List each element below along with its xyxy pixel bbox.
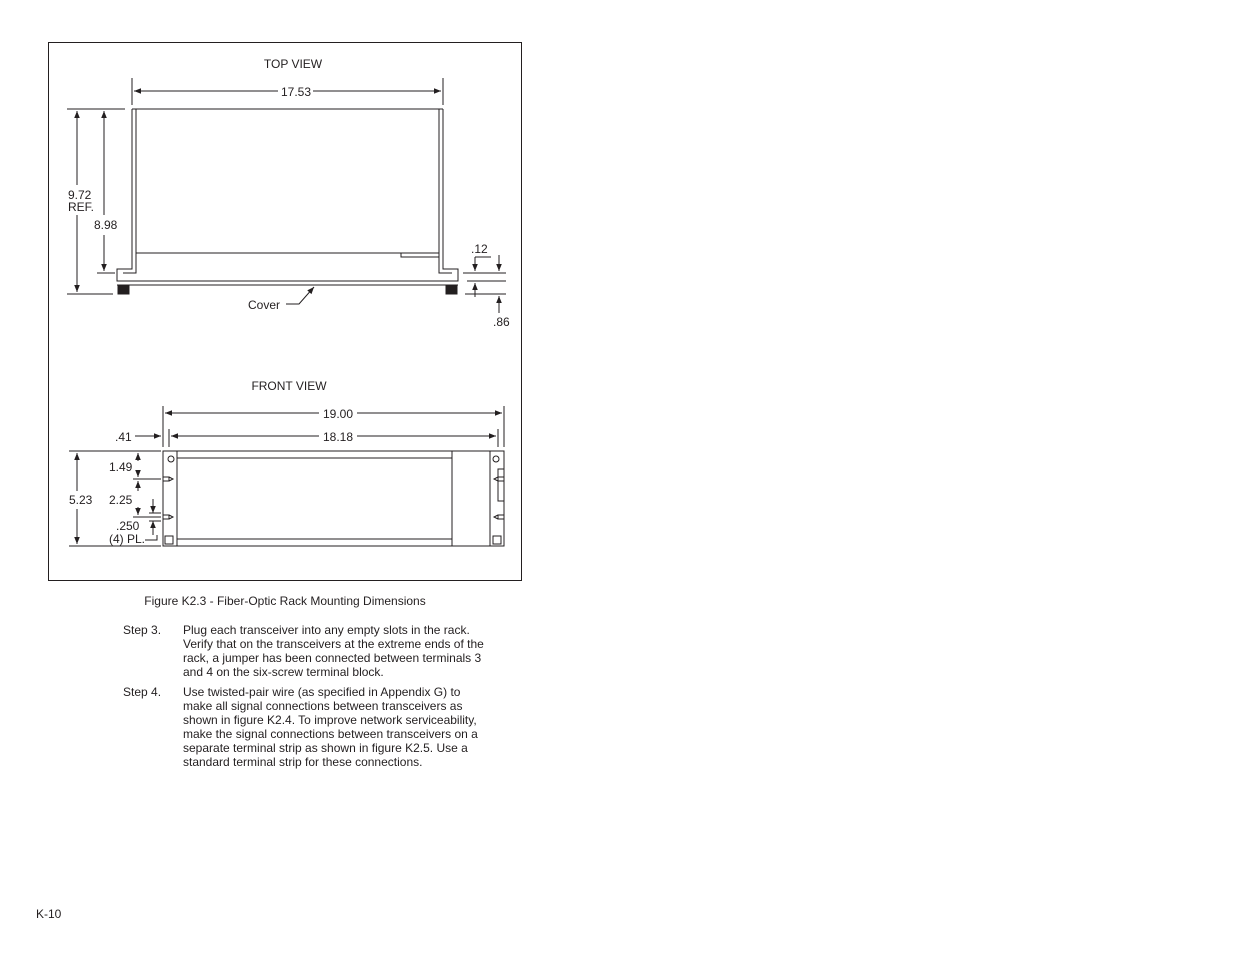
step-line: standard terminal strip for these connections.: [183, 755, 423, 769]
step-label: Step 4.: [123, 685, 162, 699]
flange-dim: .41: [115, 430, 132, 444]
top-view-label: TOP VIEW: [263, 57, 323, 71]
gap-dim: .12: [471, 242, 488, 256]
step-text: [183, 685, 503, 769]
hole-count-label: (4) PL.: [109, 532, 146, 546]
ref-height-dim: 9.72: [68, 188, 92, 202]
page-number: K-10: [36, 907, 62, 921]
step-line: separate terminal strip as shown in figure K2.5. Use a: [183, 741, 468, 755]
cover-label: Cover: [248, 298, 281, 312]
inner-width-dim: 18.18: [322, 430, 354, 444]
step-line: Verify that on the transceivers at the extreme ends of the: [183, 637, 484, 651]
front-height-dim: 5.23: [69, 493, 93, 507]
foot-dim: .86: [493, 315, 510, 329]
top-width-dim: 17.53: [280, 85, 312, 99]
hole-dia-dim: .250: [116, 519, 140, 533]
top-view-drawing: [67, 78, 506, 313]
step-line: make all signal connections between transceivers as: [183, 699, 463, 713]
step-line: make the signal connections between transceivers on a: [183, 727, 478, 741]
figure-caption: Figure K2.3 - Fiber-Optic Rack Mounting Dimensions: [144, 594, 426, 608]
step-line: rack, a jumper has been connected between terminals 3: [183, 651, 482, 665]
step-line: Use twisted-pair wire (as specified in Appendix G) to: [183, 685, 461, 699]
step-line: and 4 on the six-screw terminal block.: [183, 665, 384, 679]
front-view-label: FRONT VIEW: [251, 379, 327, 393]
step-text: [183, 623, 503, 679]
inner-height-dim: 8.98: [94, 218, 118, 232]
figure-frame: [48, 42, 522, 581]
front-width-dim: 19.00: [322, 407, 354, 421]
step-line: shown in figure K2.4. To improve network serviceability,: [183, 713, 477, 727]
step-line: Plug each transceiver into any empty slots in the rack.: [183, 623, 470, 637]
rack-mounting-drawing: [49, 43, 523, 582]
hole-spacing-dim: 2.25: [109, 493, 133, 507]
hole-top-dim: 1.49: [109, 460, 133, 474]
ref-height-ref: REF.: [68, 200, 95, 214]
step-label: Step 3.: [123, 623, 162, 637]
